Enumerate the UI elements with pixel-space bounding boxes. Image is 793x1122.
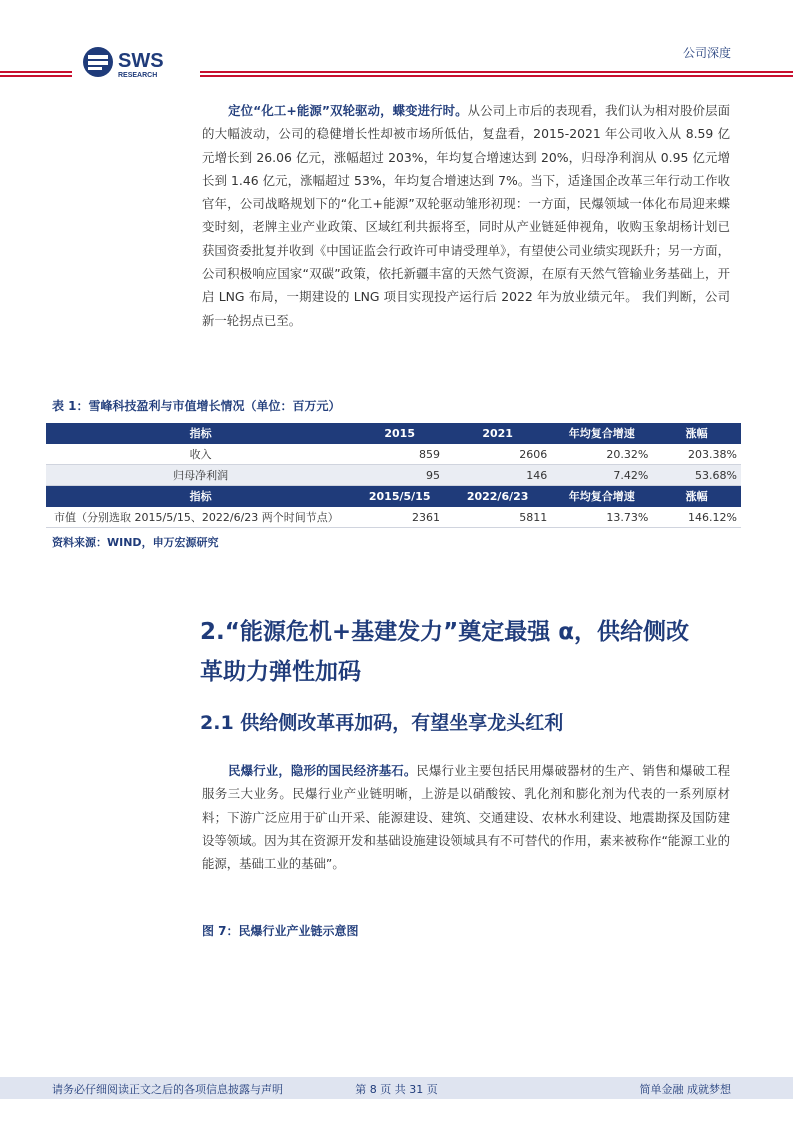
table-cell: 收入 bbox=[46, 444, 355, 465]
section-heading bbox=[200, 612, 740, 692]
table-cell: 归母净利润 bbox=[46, 465, 355, 486]
table-cell: 2606 bbox=[444, 444, 551, 465]
table-cell: 53.68% bbox=[652, 465, 741, 486]
table-cell: 5811 bbox=[444, 507, 551, 528]
doc-type-label: 公司深度 bbox=[682, 46, 731, 60]
intro-body: 从公司上市后的表现看，我们认为相对股价层面的大幅波动，公司的稳健增长性却被市场所低估，复盘看，2015-2021 年公司收入从 8.59 亿元增长到 26.06 亿元，涨幅超过 203%，年均复合增速达到 20%，归母净利润从 0.95 亿元增长到 1.46 亿元，涨幅超过 53%，年均复合增速达到 7%。当下，适逢国企改革三年行动工作收官年，公司战略规划下的“化工+能源”双轮驱动雏形初现：一方面，民爆领域一体化布局迎来蝶变时刻，老牌主业产业政策、区域红利共振将至，同时从产业链延伸视角，收购玉象胡杨计划已获国资委批复并收到《中国证监会行政许可申请受理单》，有望使公司业绩实现跃升；另一方面，公司积极响应国家“双碳”政策，依托新疆丰富的天然气资源，在原有天然气管输业务基础上，开启 LNG 布局，一期建设的 LNG 项目实现投产运行后 2022 年为放业绩元年。 我们判断，公司新一轮拐点已至。 bbox=[202, 103, 730, 328]
industry-paragraph bbox=[202, 759, 730, 875]
table-header-cell: 年均复合增速 bbox=[551, 423, 652, 444]
table-header-cell: 2022/6/23 bbox=[444, 486, 551, 507]
table-header-row bbox=[46, 486, 741, 507]
table-cell: 203.38% bbox=[652, 444, 741, 465]
table-cell: 859 bbox=[355, 444, 444, 465]
table-header-cell: 涨幅 bbox=[652, 423, 741, 444]
intro-lead: 定位“化工+能源”双轮驱动，蝶变进行时。 bbox=[228, 103, 468, 118]
table-header-cell: 2015 bbox=[355, 423, 444, 444]
table-cell: 95 bbox=[355, 465, 444, 486]
table-cell: 146 bbox=[444, 465, 551, 486]
table-header-cell: 指标 bbox=[46, 486, 355, 507]
table-title: 表 1：雪峰科技盈利与市值增长情况（单位：百万元） bbox=[52, 399, 341, 413]
svg-text:SWS: SWS bbox=[118, 50, 164, 72]
table-cell: 13.73% bbox=[551, 507, 652, 528]
industry-body: 民爆行业主要包括民用爆破器材的生产、销售和爆破工程服务三大业务。民爆行业产业链明晰，上游是以硝酸铵、乳化剂和膨化剂为代表的一系列原材料；下游广泛应用于矿山开采、能源建设、建筑、交通建设、农林水利建设、地震勘探及国防建设等领域。因为其在资源开发和基础设施建设领域具有不可替代的作用，素来被称作“能源工业的能源，基础工业的基础”。 bbox=[202, 763, 731, 872]
table-header-cell: 涨幅 bbox=[652, 486, 741, 507]
table-header-cell: 2015/5/15 bbox=[355, 486, 444, 507]
table-row bbox=[46, 507, 741, 528]
intro-paragraph bbox=[202, 99, 730, 332]
footer-disclaimer: 请务必仔细阅读正文之后的各项信息披露与声明 bbox=[52, 1083, 283, 1096]
subsection-heading: 2.1 供给侧改革再加码，有望坐享龙头红利 bbox=[200, 712, 564, 734]
table-header-cell: 指标 bbox=[46, 423, 355, 444]
table-cell: 7.42% bbox=[551, 465, 652, 486]
header-rule bbox=[200, 71, 793, 73]
figure-title: 图 7：民爆行业产业链示意图 bbox=[202, 924, 359, 938]
table-cell: 市值（分别选取 2015/5/15、2022/6/23 两个时间节点） bbox=[46, 507, 355, 528]
table-cell: 146.12% bbox=[652, 507, 741, 528]
profit-marketcap-table bbox=[46, 423, 741, 528]
sws-logo bbox=[80, 44, 200, 80]
table-source: 资料来源：WIND，申万宏源研究 bbox=[52, 536, 219, 549]
header-rule bbox=[0, 71, 72, 73]
table-row bbox=[46, 465, 741, 486]
header-rule bbox=[200, 75, 793, 77]
svg-text:RESEARCH: RESEARCH bbox=[118, 72, 158, 79]
section-heading-line1: 2.“能源危机+基建发力”奠定最强 α，供给侧改 bbox=[200, 619, 690, 645]
table-header-cell: 2021 bbox=[444, 423, 551, 444]
footer-page-number: 第 8 页 共 31 页 bbox=[355, 1083, 438, 1096]
section-heading-line2: 革助力弹性加码 bbox=[200, 659, 361, 685]
table-cell: 20.32% bbox=[551, 444, 652, 465]
industry-lead: 民爆行业，隐形的国民经济基石。 bbox=[228, 763, 417, 778]
footer-slogan: 简单金融 成就梦想 bbox=[639, 1083, 731, 1096]
table-row bbox=[46, 444, 741, 465]
table-header-row bbox=[46, 423, 741, 444]
header-rule bbox=[0, 75, 72, 77]
table-header-cell: 年均复合增速 bbox=[551, 486, 652, 507]
table-cell: 2361 bbox=[355, 507, 444, 528]
